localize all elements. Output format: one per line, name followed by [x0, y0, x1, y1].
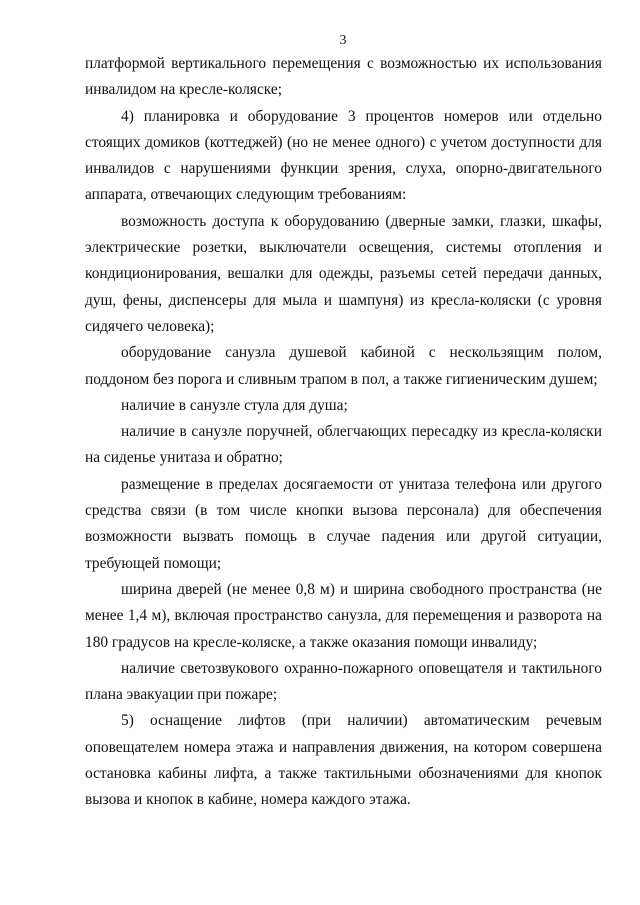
- paragraph-item-4: 4) планировка и оборудование 3 процентов номеров или отдельно стоящих домиков (коттеджей) (но не менее одного) с учетом доступности для инвалидов с нарушениями функции зрения, слуха, опорно-двигательного аппарата, отвечающих следующим требованиям:: [85, 107, 602, 204]
- paragraph-fire-alarm: наличие светозвукового охранно-пожарного оповещателя и тактильного плана эвакуации при пожаре;: [85, 659, 602, 704]
- paragraph-equipment-access: возможность доступа к оборудованию (дверные замки, глазки, шкафы, электрические розетки, выключатели освещения, системы отопления и кондиционирования, вешалки для одежды, разъемы сетей передачи данных, душ, фены, диспенсеры для мыла и шампуня) из кресла-коляски (с уровня сидячего человека);: [85, 212, 602, 335]
- paragraph-continuation: платформой вертикального перемещения с возможностью их использования инвалидом на кресле-коляске;: [85, 55, 602, 99]
- paragraph-shower-chair: наличие в санузле стула для душа;: [121, 396, 348, 414]
- paragraph-bathroom-shower: оборудование санузла душевой кабиной с нескользящим полом, поддоном без порога и сливным трапом в пол, а также гигиеническим душем;: [85, 344, 602, 388]
- document-body: [85, 51, 602, 814]
- paragraph-item-5: 5) оснащение лифтов (при наличии) автоматическим речевым оповещателем номера этажа и направления движения, на котором совершена остановка кабины лифта, а также тактильными обозначениями для кнопок вызова и кнопок в кабине, номера каждого этажа.: [85, 712, 602, 809]
- paragraph-handrails: наличие в санузле поручней, облегчающих пересадку из кресла-коляски на сиденье унитаза и обратно;: [85, 423, 602, 467]
- paragraph-emergency-phone: размещение в пределах досягаемости от унитаза телефона или другого средства связи (в том числе кнопки вызова персонала) для обеспечения возможности вызвать помощь в случае падения или другой ситуации, требующей помощи;: [85, 475, 602, 572]
- page-number: 3: [339, 33, 347, 48]
- paragraph-door-width: ширина дверей (не менее 0,8 м) и ширина свободного пространства (не менее 1,4 м), включая пространство санузла, для перемещения и разворота на 180 градусов на кресле-коляске, а также оказания помощи инвалиду;: [85, 580, 602, 651]
